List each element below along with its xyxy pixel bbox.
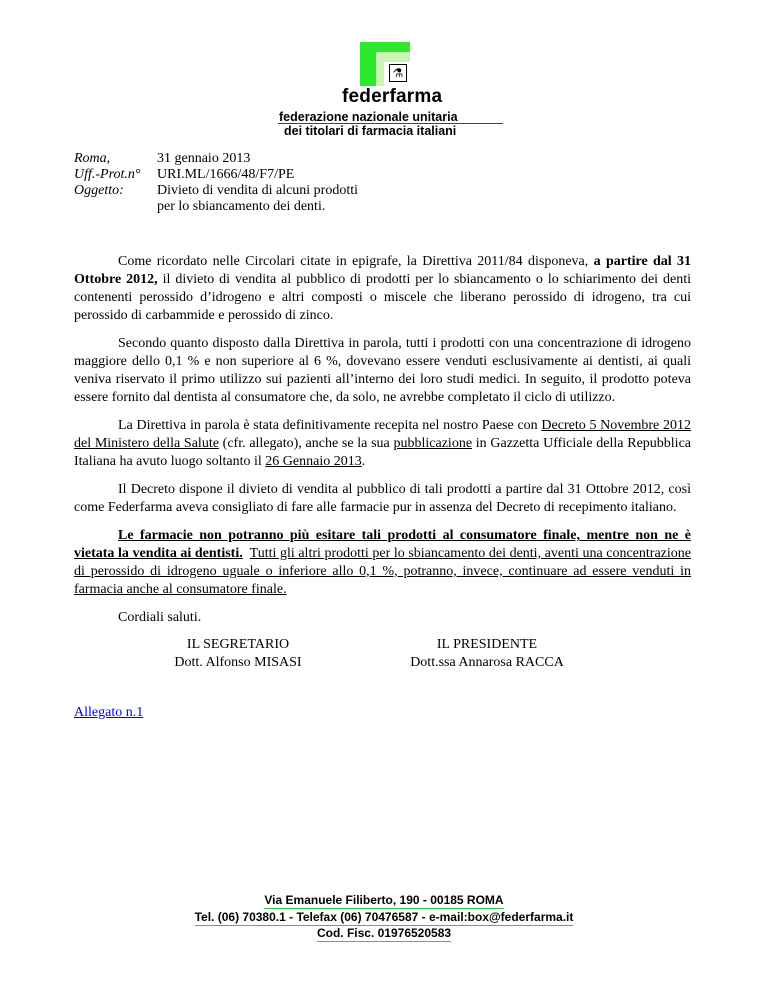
- attachment-link[interactable]: Allegato n.1: [74, 705, 144, 720]
- letter-meta: [74, 151, 358, 215]
- paragraph-4: Il Decreto dispone il divieto di vendita al pubblico di tali prodotti a partire dal 31 Ottobre 2012, così come Federfarma aveva consigliato di fare alle farmacie pur in assenza del Decreto di recepimento italiano.: [74, 482, 691, 515]
- president-name: Dott.ssa Annarosa RACCA: [410, 655, 564, 670]
- footer-tax-code: Cod. Fisc. 01976520583: [316, 926, 452, 940]
- footer-contacts: Tel. (06) 70380.1 - Telefax (06) 70476587 - e-mail:box@federfarma.it: [194, 910, 574, 924]
- paragraph-3: La Direttiva in parola è stata definitivamente recepita nel nostro Paese con Decreto 5 Novembre 2012 del Ministero della Salute (cfr. allegato), anche se la sua pubblicazione in Gazzetta Ufficiale della Repubblica Italiana ha avuto luogo soltanto il 26 Gennaio 2013.: [74, 418, 691, 469]
- secretary-title: IL SEGRETARIO: [186, 637, 290, 652]
- subject-line-1: Divieto di vendita di alcuni prodotti: [157, 183, 359, 198]
- paragraph-2: Secondo quanto disposto dalla Direttiva in parola, tutti i prodotti con una concentrazione di idrogeno maggiore dello 0,1 % e non superiore al 6 %, dovevano essere venduti esclusivamente ai dentisti, ai quali veniva riservato il primo utilizzo sui pazienti all’interno dei loro studi medici. In seguito, il prodotto poteva essere fornito dal dentista al consumatore che, da solo, ne avrebbe completato il ciclo di utilizzo.: [74, 336, 691, 405]
- subject-label: Oggetto:: [74, 183, 124, 198]
- paragraph-5: Le farmacie non potranno più esitare tali prodotti al consumatore finale, mentre non ne è vietata la vendita ai dentisti. Tutti gli altri prodotti per lo sbiancamento dei denti, aventi una concentrazione di perossido di idrogeno uguale o inferiore allo 0,1 %, potranno, invece, continuare ad essere venduti in farmacia anche al consumatore finale.: [74, 528, 691, 597]
- protocol-value: URI.ML/1666/48/F7/PE: [157, 167, 295, 182]
- letter-body: [74, 253, 691, 637]
- brand-subtitle-2: dei titolari di farmacia italiani: [284, 124, 457, 138]
- brand-subtitle-1: federazione nazionale unitaria: [279, 110, 458, 124]
- paragraph-1: Come ricordato nelle Circolari citate in epigrafe, la Direttiva 2011/84 disponeva, a partire dal 31 Ottobre 2012, il divieto di vendita al pubblico di prodotti per lo sbiancamento o lo schiarimento dei denti contenenti perossido d’idrogeno e altri composti o miscele che liberano perossido di idrogeno, tra cui perossido di carbammide e perossido di zinco.: [74, 254, 691, 323]
- subject-line-2: per lo sbiancamento dei denti.: [157, 199, 326, 214]
- letter-date: 31 gennaio 2013: [157, 151, 251, 166]
- federfarma-logo: [360, 42, 418, 86]
- protocol-label: Uff.-Prot.n°: [74, 167, 141, 182]
- closing: Cordiali saluti.: [118, 610, 202, 625]
- place-label: Roma,: [74, 151, 111, 166]
- brand-name: federfarma: [342, 86, 443, 107]
- signature-president: [392, 636, 582, 672]
- secretary-name: Dott. Alfonso MISASI: [174, 655, 302, 670]
- president-title: IL PRESIDENTE: [436, 637, 538, 652]
- mortar-icon: ⚗: [389, 64, 407, 82]
- footer-address: Via Emanuele Filiberto, 190 - 00185 ROMA: [264, 893, 504, 907]
- signature-secretary: [160, 636, 316, 672]
